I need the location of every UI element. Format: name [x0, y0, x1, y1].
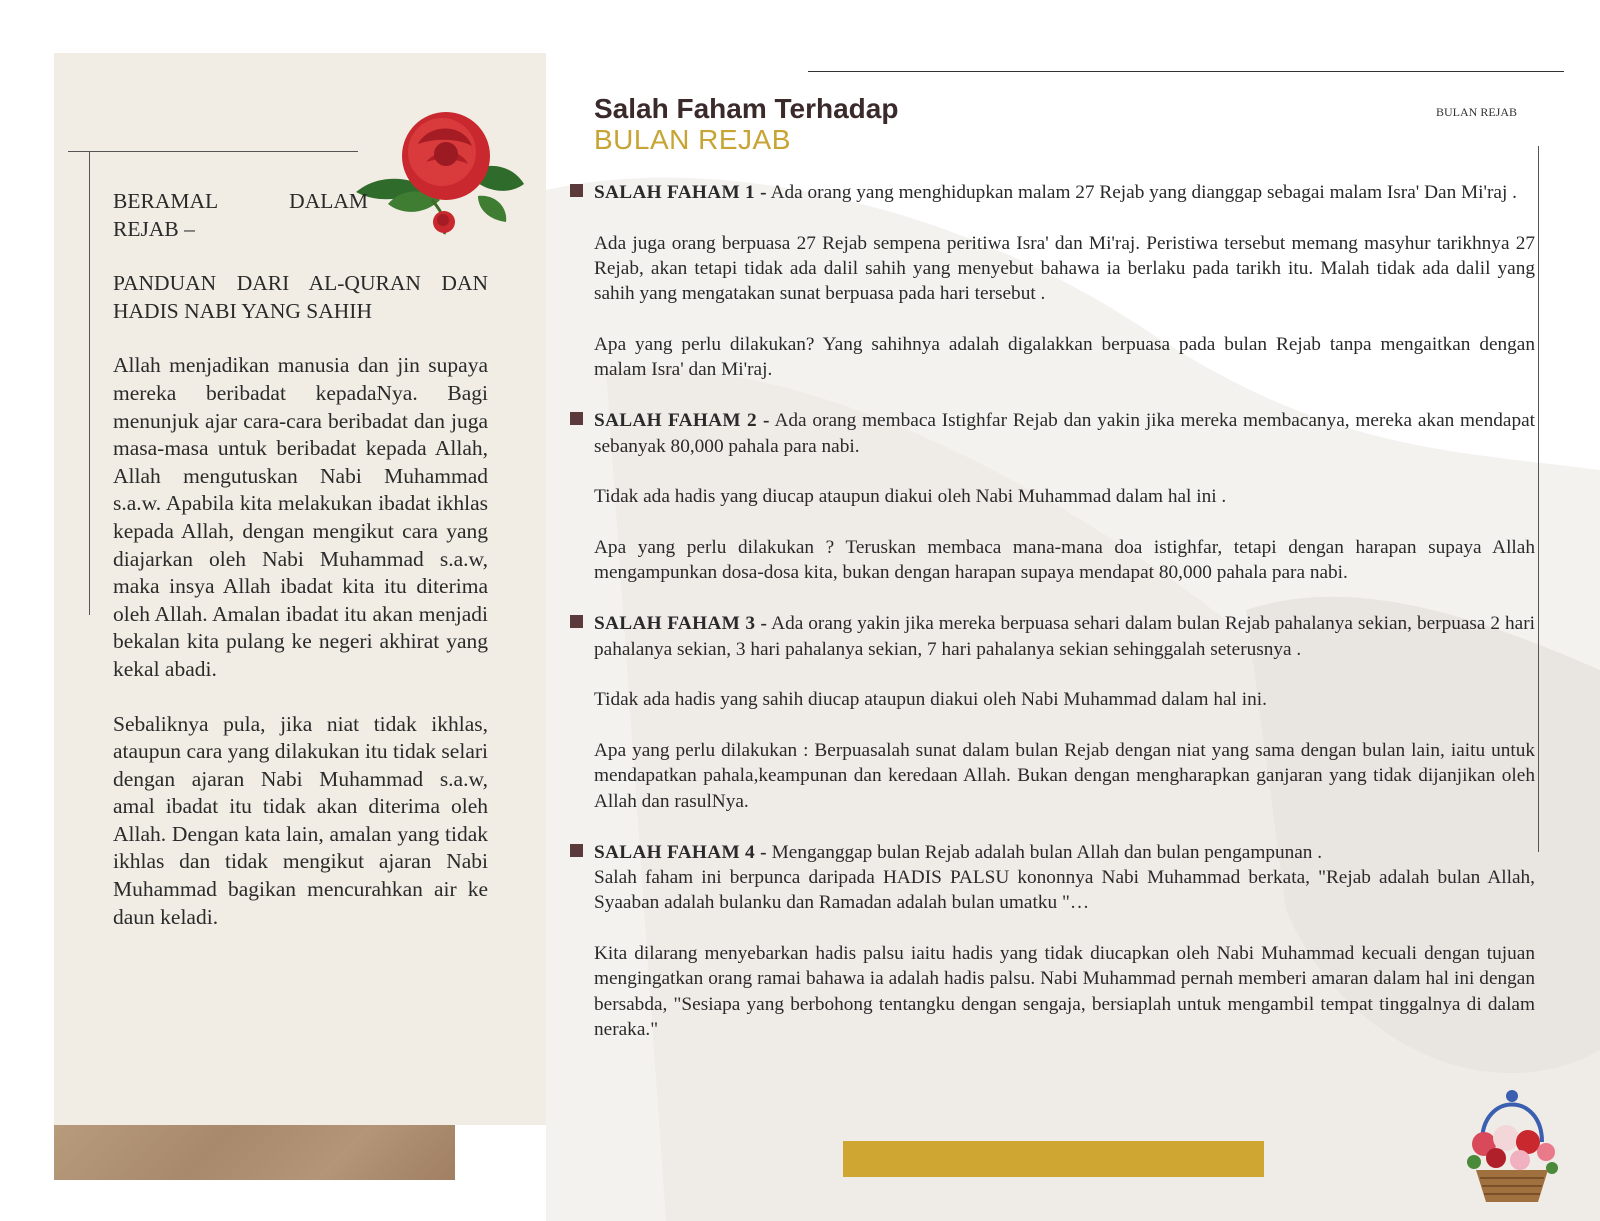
section-4-claim: SALAH FAHAM 4 - Menganggap bulan Rejab adalah bulan Allah dan bulan pengampunan . Salah faham ini berpunca daripada HADIS PALSU kononnya Nabi Muhammad berkata, "Rejab adalah bulan Allah, Syaaban adalah bulanku dan Ramadan adalah bulan umatku "…	[594, 840, 1535, 916]
sidebar-subheading: PANDUAN DARI AL-QURAN DAN HADIS NABI YANG SAHIH	[113, 271, 488, 323]
sidebar-text	[113, 188, 488, 958]
section-2-para-1: Tidak ada hadis yang diucap ataupun diakui oleh Nabi Muhammad dalam hal ini .	[594, 486, 1227, 508]
sidebar-top-rule	[68, 151, 358, 152]
section-1-claim: SALAH FAHAM 1 - Ada orang yang menghidupkan malam 27 Rejab yang dianggap sebagai malam Isra' Dan Mi'raj .	[594, 180, 1535, 205]
section-3-para-1: Tidak ada hadis yang sahih diucap ataupun diakui oleh Nabi Muhammad dalam hal ini.	[594, 689, 1267, 711]
header-tag: BULAN REJAB	[1436, 105, 1518, 119]
section-3-claim: SALAH FAHAM 3 - Ada orang yakin jika mereka berpuasa sehari dalam bulan Rejab pahalanya sekian, berpuasa 2 hari pahalanya sekian, 3 hari pahalanya sekian, 7 hari pahalanya sekian sehinggalah seterusnya .	[594, 611, 1535, 662]
sidebar-paragraph-1: Allah menjadikan manusia dan jin supaya mereka beribadat kepadaNya. Bagi menunjuk ajar cara-cara beribadat dan juga masa-masa untuk beribadat kepada Allah, Allah mengutuskan Nabi Muhammad s.a.w. Apabila kita melakukan ibadat ikhlas kepada Allah, dengan mengikut cara yang diajarkan oleh Nabi Muhammad s.a.w, maka insya Allah ibadat kita itu diterima oleh Allah. Amalan ibadat itu akan menjadi bekalan kita pulang ke negeri akhirat yang kekal abadi.	[113, 353, 488, 681]
section-2-claim: SALAH FAHAM 2 - Ada orang membaca Istighfar Rejab dan yakin jika mereka membacanya, mereka akan mendapat sebanyak 80,000 pahala para nabi.	[594, 408, 1535, 459]
section-3-label: SALAH FAHAM 3 -	[594, 613, 768, 635]
bullet-icon	[570, 844, 583, 857]
sidebar-heading: BERAMAL DALAM REJAB –	[113, 189, 368, 241]
section-1-label: SALAH FAHAM 1 -	[594, 182, 767, 203]
sidebar-side-rule	[89, 151, 90, 615]
page-subtitle: BULAN REJAB	[594, 124, 791, 155]
bullet-icon	[570, 615, 583, 628]
decorative-brown-block	[54, 1125, 455, 1180]
section-4-label: SALAH FAHAM 4 -	[594, 841, 767, 863]
sidebar-paragraph-2: Sebaliknya pula, jika niat tidak ikhlas, ataupun cara yang dilakukan itu tidak selari dengan ajaran Nabi Muhammad s.a.w, amal ibadat itu tidak akan diterima oleh Allah. Dengan kata lain, amalan yang tidak ikhlas dan tidak mengikut ajaran Nabi Muhammad bagikan mencurahkan air ke daun keladi.	[113, 711, 488, 929]
section-4-claim-detail: Salah faham ini berpunca daripada HADIS PALSU kononnya Nabi Muhammad berkata, "Rejab adalah bulan Allah, Syaaban adalah bulanku dan Ramadan adalah bulan umatku "…	[594, 866, 1535, 914]
section-2-para-2: Apa yang perlu dilakukan ? Teruskan membaca mana-mana doa istighfar, tetapi dengan harapan supaya Allah mengampunkan dosa-dosa kita, bukan dengan harapan supaya mendapat 80,000 pahala para nabi.	[594, 537, 1535, 584]
page-title: Salah Faham Terhadap	[594, 93, 899, 124]
section-3-para-2: Apa yang perlu dilakukan : Berpuasalah sunat dalam bulan Rejab dengan niat yang sama dengan bulan lain, iaitu untuk mendapatkan pahala,keampunan dan keredaan Allah. Bukan dengan mengharapkan ganjaran yang tidak dijanjikan oleh Allah dan rasulNya.	[594, 740, 1535, 812]
flower-basket-icon	[1462, 1082, 1562, 1206]
section-1-para-1: Ada juga orang berpuasa 27 Rejab sempena peritiwa Isra' dan Mi'raj. Peristiwa tersebut memang masyhur tarikhnya 27 Rejab, akan tetapi tidak ada dalil sahih yang menyebut bahawa ia berlaku pada tarikh itu. Malah tidak ada dalil yang sahih yang mengatakan sunat berpuasa pada hari tersebut .	[594, 232, 1535, 305]
content-side-rule	[1538, 146, 1539, 852]
main-content	[594, 180, 1535, 1068]
section-1-para-2: Apa yang perlu dilakukan? Yang sahihnya adalah digalakkan berpuasa pada bulan Rejab tanpa mengaitkan dengan malam Isra' dan Mi'raj.	[594, 334, 1535, 381]
decorative-gold-bar	[843, 1141, 1264, 1177]
header-top-rule	[808, 71, 1564, 72]
section-4-para-1: Kita dilarang menyebarkan hadis palsu iaitu hadis yang tidak diucapkan oleh Nabi Muhammad kecuali dengan tujuan mengingatkan orang ramai bahawa ia adalah hadis palsu. Nabi Muhammad pernah memberi amaran dalam hal ini dengan bersabda, "Sesiapa yang berbohong tentangku dengan sengaja, bersiaplah untuk mengambil tempat tinggalnya di dalam neraka."	[594, 942, 1535, 1040]
bullet-icon	[570, 184, 583, 197]
bullet-icon	[570, 412, 583, 425]
section-2-label: SALAH FAHAM 2 -	[594, 410, 770, 432]
